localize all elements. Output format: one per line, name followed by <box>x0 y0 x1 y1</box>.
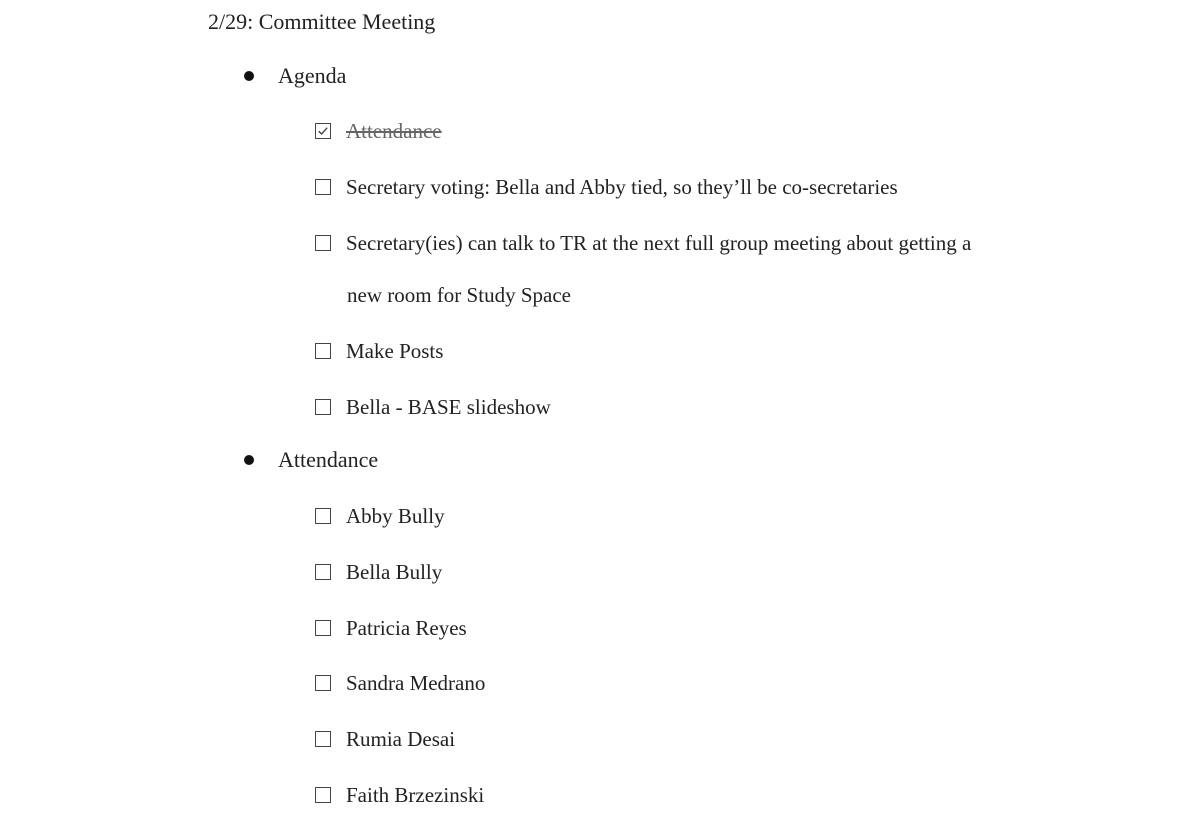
checklist-item-label: Patricia Reyes <box>346 616 467 640</box>
checkbox-icon[interactable] <box>315 564 331 580</box>
bullet-icon <box>244 71 254 81</box>
checkbox-icon[interactable] <box>315 675 331 691</box>
checkbox-icon[interactable] <box>315 343 331 359</box>
checklist-item-label: Secretary(ies) can talk to TR at the next full group meeting about getting a <box>346 231 972 255</box>
checklist-item-label: Attendance <box>346 119 442 143</box>
bullet-label: Attendance <box>278 447 379 472</box>
checklist-item-label: Make Posts <box>346 339 444 363</box>
checklist-item[interactable] <box>315 337 443 365</box>
checklist-item-label: Sandra Medrano <box>346 671 486 695</box>
checklist-item-label: Bella Bully <box>346 560 443 584</box>
bullet-item-agenda <box>240 62 346 90</box>
bullet-label: Agenda <box>278 63 347 88</box>
checklist-item-label: Rumia Desai <box>346 727 456 751</box>
checkbox-icon[interactable] <box>315 620 331 636</box>
checkbox-icon[interactable] <box>315 731 331 747</box>
checklist-item-label: Bella - BASE slideshow <box>346 395 551 419</box>
checklist-item[interactable] <box>315 614 467 642</box>
checklist-item[interactable] <box>315 669 485 697</box>
checklist-item[interactable] <box>315 117 442 145</box>
checklist-item[interactable] <box>315 393 551 421</box>
checklist-item-continuation: new room for Study Space <box>347 283 571 307</box>
checklist-item[interactable] <box>315 502 445 530</box>
bullet-icon <box>244 455 254 465</box>
page-title: 2/29: Committee Meeting <box>208 9 436 34</box>
checkbox-icon[interactable] <box>315 399 331 415</box>
checkbox-icon[interactable] <box>315 179 331 195</box>
checklist-item[interactable] <box>315 725 455 753</box>
checklist-item-label: Secretary voting: Bella and Abby tied, so they’ll be co-secretaries <box>346 175 898 199</box>
checkbox-icon[interactable] <box>315 235 331 251</box>
checklist-item-label: Faith Brzezinski <box>346 783 485 807</box>
bullet-item-attendance <box>240 446 378 474</box>
checkbox-icon[interactable] <box>315 508 331 524</box>
checkbox-icon[interactable] <box>315 787 331 803</box>
checklist-item[interactable] <box>315 558 442 586</box>
checkbox-checked-icon[interactable] <box>315 123 331 139</box>
checklist-item[interactable] <box>315 229 971 257</box>
checklist-item[interactable] <box>315 173 898 201</box>
checklist-item-label: Abby Bully <box>346 504 445 528</box>
checklist-item[interactable] <box>315 781 484 809</box>
